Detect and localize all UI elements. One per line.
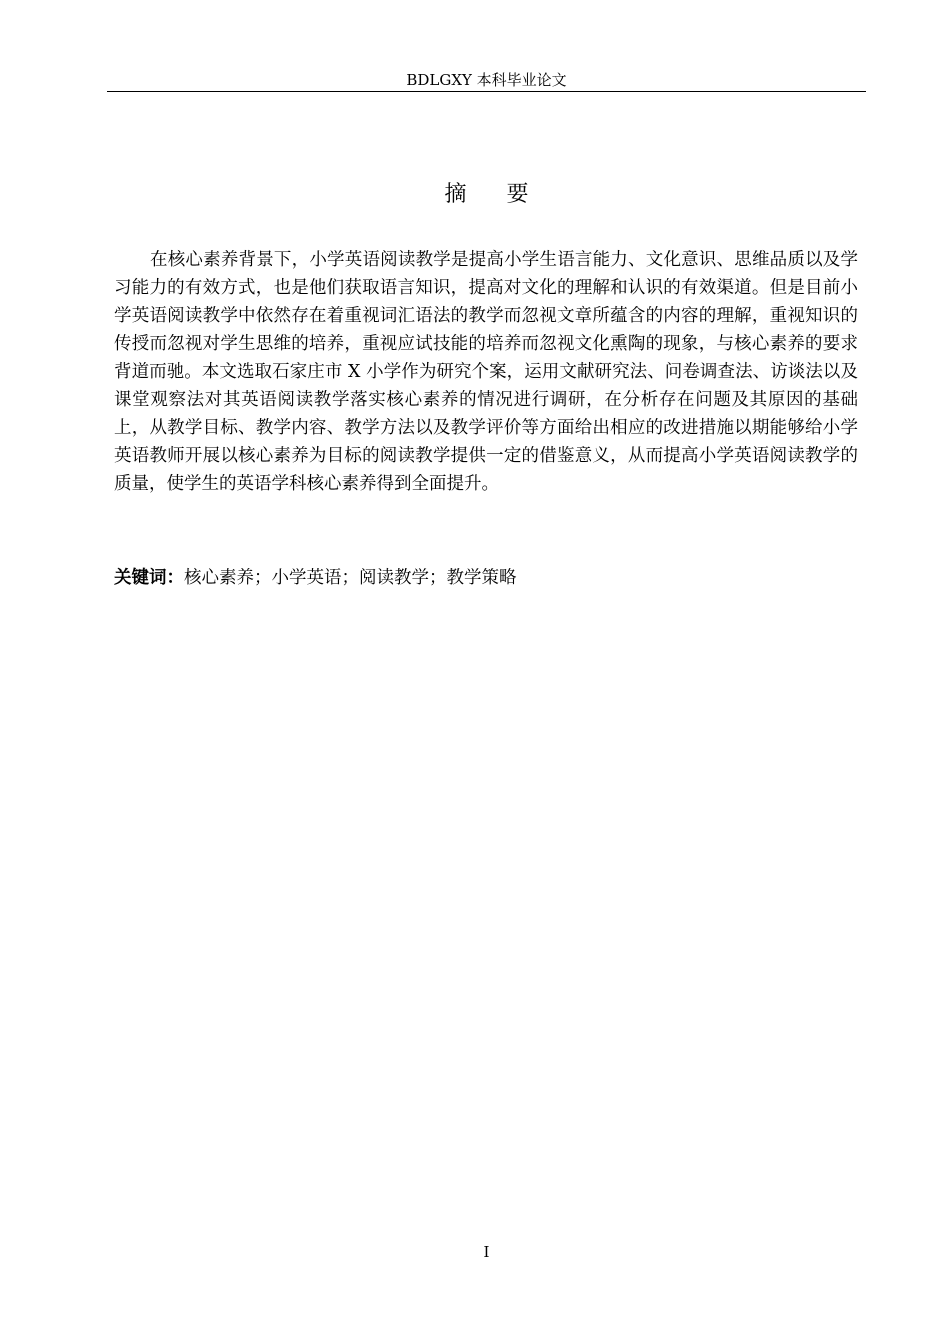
keywords-list: 核心素养；小学英语；阅读教学；教学策略 — [184, 568, 517, 588]
running-header: BDLGXY 本科毕业论文 — [406, 71, 567, 89]
keywords-line — [114, 564, 858, 592]
keywords-label: 关键词： — [114, 568, 184, 588]
abstract-body: 在核心素养背景下，小学英语阅读教学是提高小学生语言能力、文化意识、思维品质以及学习能力的有效方式，也是他们获取语言知识，提高对文化的理解和认识的有效渠道。但是目前小学英语阅读教学中依然存在着重视词汇语法的教学而忽视文章所蕴含的内容的理解，重视知识的传授而忽视对学生思维的培养，重视应试技能的培养而忽视文化熏陶的现象，与核心素养的要求背道而驰。本文选取石家庄市 X 小学作为研究个案，运用文献研究法、问卷调查法、访谈法以及课堂观察法对其英语阅读教学落实核心素养的情况进行调研，在分析存在问题及其原因的基础上，从教学目标、教学内容、教学方法以及教学评价等方面给出相应的改进措施以期能够给小学英语教师开展以核心素养为目标的阅读教学提供一定的借鉴意义，从而提高小学英语阅读教学的质量，使学生的英语学科核心素养得到全面提升。 — [114, 250, 858, 494]
abstract-title: 摘要 — [444, 182, 569, 207]
page-number: I — [483, 1243, 490, 1261]
header-divider — [107, 91, 866, 92]
